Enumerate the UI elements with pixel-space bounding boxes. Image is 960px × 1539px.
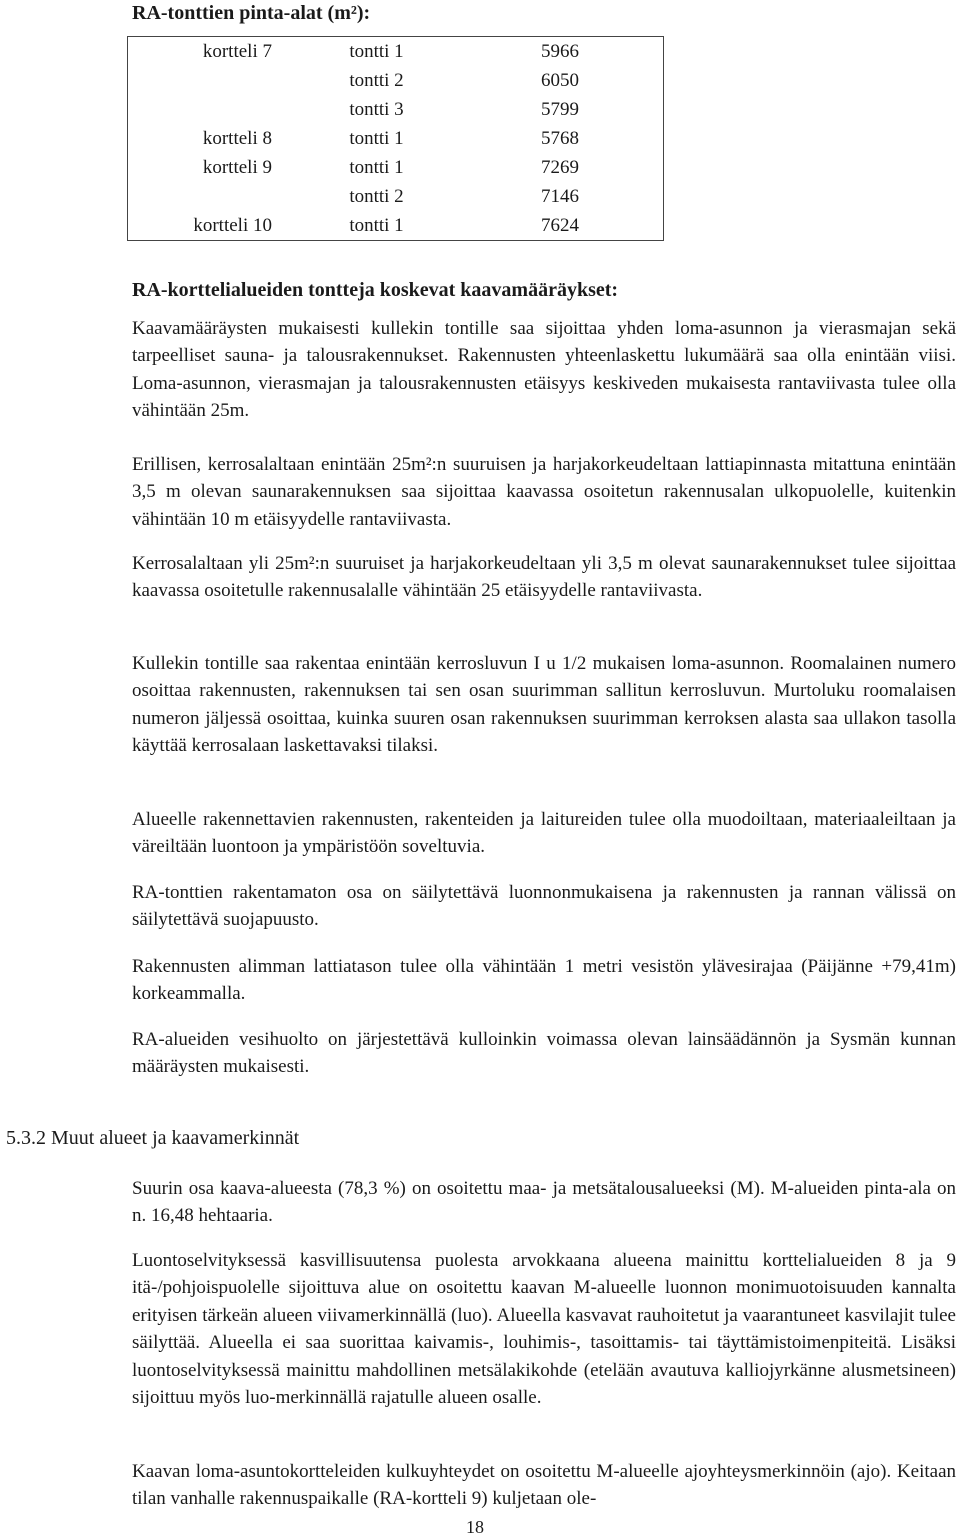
paragraph-access-routes: Kaavan loma-asuntokortteleiden kulkuyhteydet on osoitettu M-alueelle ajoyhteysmerkinnöin (ajo). Keitaan tilan vanhalle rakennuspaikalle (RA-kortteli 9) kuljetaan ole- <box>132 1461 956 1510</box>
area-cell: 5966 <box>541 41 579 62</box>
area-cell: 6050 <box>541 70 579 91</box>
page-title: RA-tonttien pinta-alat (m²): <box>132 2 371 24</box>
plot-cell: tontti 1 <box>349 215 404 236</box>
table-row <box>128 37 664 67</box>
regulations-heading: RA-korttelialueiden tontteja koskevat kaavamääräykset: <box>132 279 619 301</box>
table-row <box>128 211 664 241</box>
block-cell <box>128 182 273 211</box>
paragraph-water-supply: RA-alueiden vesihuolto on järjestettävä kulloinkin voimassa olevan lainsäädännön ja Sysmän kunnan määräysten mukaisesti. <box>132 1029 956 1078</box>
paragraph-m-area: Suurin osa kaava-alueesta (78,3 %) on osoitettu maa- ja metsätalousalueeksi (M). M-alueiden pinta-ala on n. 16,48 hehtaaria. <box>132 1178 956 1227</box>
area-cell: 5799 <box>541 99 579 120</box>
paragraph-nature-survey: Luontoselvityksessä kasvillisuutensa puolesta arvokkaana alueena mainittu korttelialueiden 8 ja 9 itä-/pohjoispuolelle sijoittuva alue on osoitettu kaavan M-alueelle luonnon monimuotoisuuden kannalta erityisen tärkeän alueen viivamerkinnällä (luo). Alueella kasvavat rauhoitetut ja vaarantuneet kasvilajit tulee säilyttää. Alueella ei saa suorittaa kaivamis-, louhimis-, tasoittamis- tai täyttämistoimenpiteitä. Lisäksi luontoselvityksessä mainittu mahdollinen metsälakikohde (etelään avautuva kalliojyrkänne alusmetsineen) sijoittuu myös luo-merkinnällä rajatulle alueen osalle. <box>132 1250 956 1409</box>
paragraph-floor-level: Rakennusten alimman lattiatason tulee olla vähintään 1 metri vesistön ylävesirajaa (Päijänne +79,41m) korkeammalla. <box>132 956 956 1005</box>
paragraph-building-count: Kaavamääräysten mukaisesti kullekin tontille saa sijoittaa yhden loma-asunnon ja vierasmajan sekä tarpeelliset sauna- ja talousrakennukset. Rakennusten yhteenlaskettu lukumäärä saa olla enintään viisi. Loma-asunnon, vierasmajan ja talousrakennusten etäisyys keskiveden mukaisesta rantaviivasta tulee olla vähintään 25m. <box>132 318 956 422</box>
block-cell <box>128 66 273 95</box>
plot-cell: tontti 1 <box>349 128 404 149</box>
section-heading: 5.3.2 Muut alueet ja kaavamerkinnät <box>6 1127 300 1149</box>
block-cell: kortteli 10 <box>193 215 272 236</box>
plot-cell: tontti 2 <box>349 70 404 91</box>
block-cell: kortteli 8 <box>202 128 272 149</box>
block-cell: kortteli 7 <box>202 41 272 62</box>
plot-area-table <box>127 36 664 241</box>
area-cell: 7624 <box>541 215 579 236</box>
plot-cell: tontti 3 <box>349 99 404 120</box>
block-cell <box>128 95 273 124</box>
plot-cell: tontti 1 <box>349 41 404 62</box>
area-cell: 7146 <box>541 186 579 207</box>
plot-cell: tontti 1 <box>349 157 404 178</box>
table-row <box>128 153 664 182</box>
paragraph-floor-count: Kullekin tontille saa rakentaa enintään kerrosluvun I u 1/2 mukaisen loma-asunnon. Roomalainen numero osoittaa rakennusten, rakennuksen tai sen osan suurimman sallitun kerrosluvun. Murtoluku roomalaisen numeron jäljessä osoittaa, kuinka suuren osan rakennuksen suurimman kerroksen alasta saa ullakon tasolla käyttää kerrosalaan laskettavaksi tilaksi. <box>132 653 956 757</box>
paragraph-tree-cover: RA-tonttien rakentamaton osa on säilytettävä luonnonmukaisena ja rakennusten ja rannan välissä on säilytettävä suojapuusto. <box>132 882 956 931</box>
table-row <box>128 124 664 153</box>
paragraph-appearance: Alueelle rakennettavien rakennusten, rakenteiden ja laitureiden tulee olla muodoiltaan, materiaaleiltaan ja väreiltään luontoon ja ympäristöön soveltuvia. <box>132 809 956 858</box>
area-cell: 5768 <box>541 128 579 149</box>
table-row <box>128 66 664 95</box>
plot-cell: tontti 2 <box>349 186 404 207</box>
table-row <box>128 182 664 211</box>
paragraph-small-sauna: Erillisen, kerrosalaltaan enintään 25m²:n suuruisen ja harjakorkeudeltaan lattiapinnasta mitattuna enintään 3,5 m olevan saunarakennuksen saa sijoittaa kaavassa osoitetun rakennusalan ulkopuolelle, kuitenkin vähintään 10 m etäisyydelle rantaviivasta. <box>132 454 956 530</box>
table-row <box>128 95 664 124</box>
page-number: 18 <box>466 1517 484 1537</box>
paragraph-large-sauna: Kerrosalaltaan yli 25m²:n suuruiset ja harjakorkeudeltaan yli 3,5 m olevat saunarakennukset tulee sijoittaa kaavassa osoitetulle rakennusalalle vähintään 25 etäisyydelle rantaviivasta. <box>132 553 956 602</box>
block-cell: kortteli 9 <box>202 157 272 178</box>
area-cell: 7269 <box>541 157 579 178</box>
